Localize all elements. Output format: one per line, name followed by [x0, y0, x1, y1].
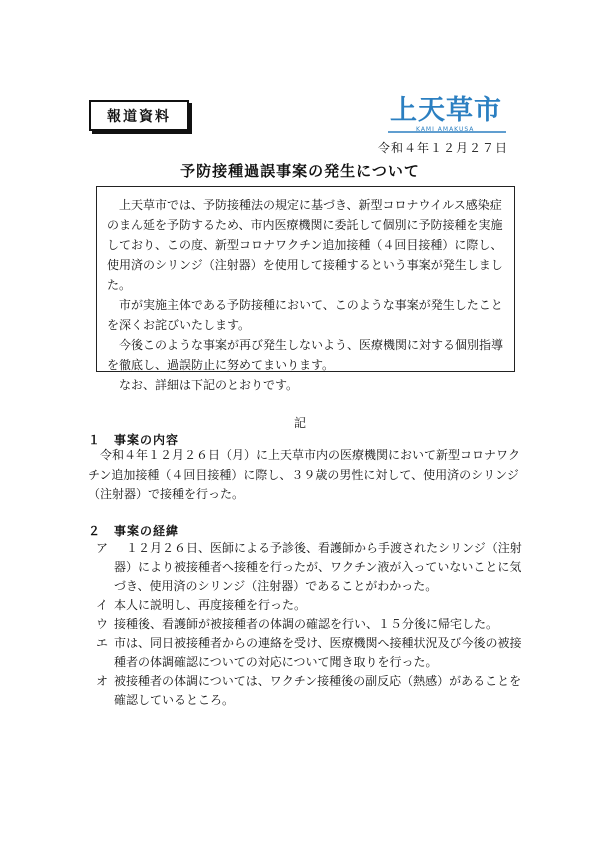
- notice-paragraph: 今後このような事案が再び発生しないよう、医療機関に対する個別指導を徹底し、過誤防止に努めてまいります。: [107, 338, 504, 372]
- notice-paragraph: 上天草市では、予防接種法の規定に基づき、新型コロナウイルス感染症のまん延を予防するため、市内医療機関に委託して個別に予防接種を実施しており、この度、新型コロナワクチン追加接種（４回目接種）に際し、使用済のシリンジ（注射器）を使用して接種するという事案が発生しました。: [107, 198, 503, 292]
- list-item-mark: エ: [96, 636, 109, 650]
- city-logo: [388, 96, 508, 136]
- notice-paragraph: 市が実施主体である予防接種において、このような事案が発生したことを深くお詫びいたします。: [107, 298, 503, 332]
- notice-box: [96, 186, 515, 392]
- section-heading-timeline: ２ 事案の経緯: [88, 524, 180, 538]
- city-logo-text: 上天草市: [390, 95, 502, 126]
- list-item-mark: ア: [96, 541, 109, 555]
- ki-marker: 記: [293, 416, 306, 430]
- list-item: [96, 596, 526, 615]
- list-item: [96, 634, 526, 672]
- city-logo-subtext: KAMI AMAKUSA: [416, 126, 475, 133]
- list-item-text: １２月２６日、医師による予診後、看護師から手渡されたシリンジ（注射器）により被接種者へ接種を行ったが、ワクチン液が入っていないことに気づき、使用済のシリンジ（注射器）であることがわかった。: [114, 541, 522, 593]
- list-item-mark: オ: [96, 674, 109, 688]
- list-item-text: 市は、同日被接種者からの連絡を受け、医療機関へ接種状況及び今後の被接種者の体調確認についての対応について聞き取りを行った。: [114, 636, 522, 669]
- logo-underline: [388, 129, 508, 135]
- list-item: [96, 672, 526, 710]
- section-body-incident: 令和４年１２月２６日（月）に上天草市内の医療機関において新型コロナワクチン追加接種（４回目接種）に際し、３９歳の男性に対して、使用済のシリンジ（注射器）で接種を行った。: [88, 448, 521, 501]
- notice-paragraph: なお、詳細は下記のとおりです。: [119, 378, 299, 392]
- release-date: 令和４年１２月２７日: [377, 141, 508, 155]
- list-item-mark: イ: [96, 598, 109, 612]
- list-item-text: 本人に説明し、再度接種を行った。: [114, 598, 307, 612]
- press-release-label: 報道資料: [89, 100, 189, 131]
- list-item: [96, 539, 526, 596]
- list-item: [96, 615, 526, 634]
- list-item-text: 接種後、看護師が被接種者の体調の確認を行い、１５分後に帰宅した。: [114, 617, 499, 631]
- section-heading-incident: １ 事案の内容: [88, 433, 180, 447]
- list-item-mark: ウ: [96, 617, 109, 631]
- page-title: 予防接種過誤事案の発生について: [180, 162, 420, 180]
- timeline-list: [96, 539, 526, 710]
- list-item-text: 被接種者の体調については、ワクチン接種後の副反応（熱感）があることを確認しているところ。: [114, 674, 522, 707]
